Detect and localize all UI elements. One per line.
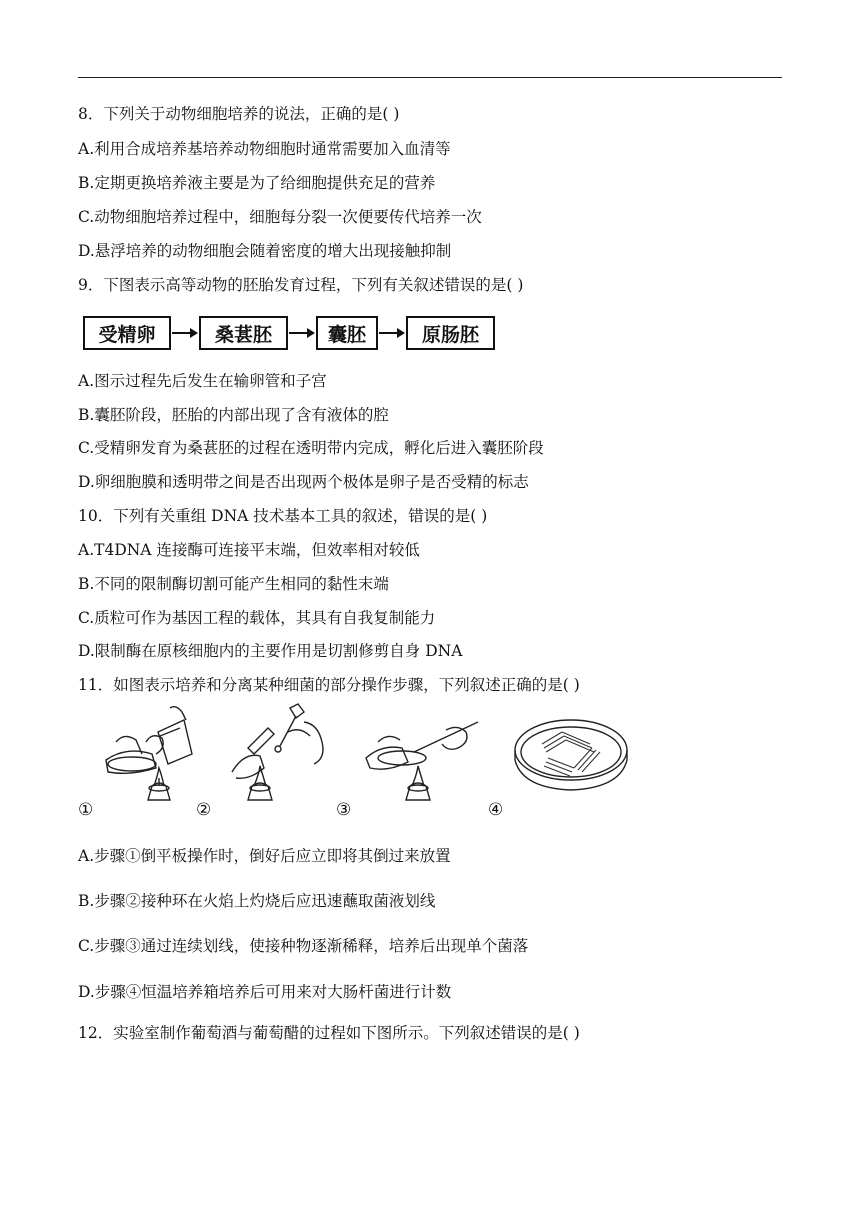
flow-box-zygote: 受精卵: [83, 316, 171, 350]
q9-option-b[interactable]: B.囊胚阶段，胚胎的内部出现了含有液体的腔: [78, 406, 389, 424]
streak-plate-illustration: [358, 702, 488, 817]
step-label-1: ①: [78, 800, 94, 820]
q10-option-a[interactable]: A.T4DNA 连接酶可连接平末端，但效率相对较低: [78, 541, 420, 559]
q9-option-c[interactable]: C.受精卵发育为桑葚胚的过程在透明带内完成，孵化后进入囊胚阶段: [78, 439, 544, 457]
flow-box-morula: 桑葚胚: [199, 316, 288, 350]
q8-stem: 8．下列关于动物细胞培养的说法，正确的是( ): [78, 105, 400, 123]
q9-stem: 9．下图表示高等动物的胚胎发育过程，下列有关叙述错误的是( ): [78, 276, 524, 294]
q9-option-a[interactable]: A.图示过程先后发生在输卵管和子宫: [78, 372, 327, 390]
q11-stem: 11．如图表示培养和分离某种细菌的部分操作步骤，下列叙述正确的是( ): [78, 676, 580, 694]
flow-box-blastocyst: 囊胚: [316, 316, 378, 350]
embryo-development-flowchart: [83, 313, 495, 353]
q10-option-c[interactable]: C.质粒可作为基因工程的载体，其具有自我复制能力: [78, 609, 436, 627]
q8-option-d[interactable]: D.悬浮培养的动物细胞会随着密度的增大出现接触抑制: [78, 242, 452, 260]
q9-option-d[interactable]: D.卵细胞膜和透明带之间是否出现两个极体是卵子是否受精的标志: [78, 473, 529, 491]
q8-option-c[interactable]: C.动物细胞培养过程中，细胞每分裂一次便要传代培养一次: [78, 208, 482, 226]
q11-option-a[interactable]: A.步骤①倒平板操作时，倒好后应立即将其倒过来放置: [78, 847, 451, 865]
flow-arrow-icon: [288, 316, 316, 350]
step-label-2: ②: [196, 800, 212, 820]
q10-stem: 10．下列有关重组 DNA 技术基本工具的叙述，错误的是( ): [78, 507, 488, 525]
step-label-4: ④: [488, 800, 504, 820]
q10-option-b[interactable]: B.不同的限制酶切割可能产生相同的黏性末端: [78, 575, 389, 593]
pour-plate-illustration: [96, 702, 206, 817]
inoculating-loop-illustration: [218, 702, 338, 817]
q10-option-d[interactable]: D.限制酶在原核细胞内的主要作用是切割修剪自身 DNA: [78, 642, 463, 660]
petri-dish-illustration: [512, 714, 630, 804]
flow-box-gastrula: 原肠胚: [406, 316, 495, 350]
header-rule: [78, 77, 782, 78]
q8-option-b[interactable]: B.定期更换培养液主要是为了给细胞提供充足的营养: [78, 174, 436, 192]
q8-option-a[interactable]: A.利用合成培养基培养动物细胞时通常需要加入血清等: [78, 140, 451, 158]
bacteria-culture-steps-figure: [78, 700, 638, 825]
q12-stem: 12．实验室制作葡萄酒与葡萄醋的过程如下图所示。下列叙述错误的是( ): [78, 1024, 580, 1042]
flow-arrow-icon: [171, 316, 199, 350]
step-label-3: ③: [336, 800, 352, 820]
q11-option-c[interactable]: C.步骤③通过连续划线，使接种物逐渐稀释，培养后出现单个菌落: [78, 937, 529, 955]
q11-option-b[interactable]: B.步骤②接种环在火焰上灼烧后应迅速蘸取菌液划线: [78, 892, 436, 910]
flow-arrow-icon: [378, 316, 406, 350]
q11-option-d[interactable]: D.步骤④恒温培养箱培养后可用来对大肠杆菌进行计数: [78, 983, 452, 1001]
